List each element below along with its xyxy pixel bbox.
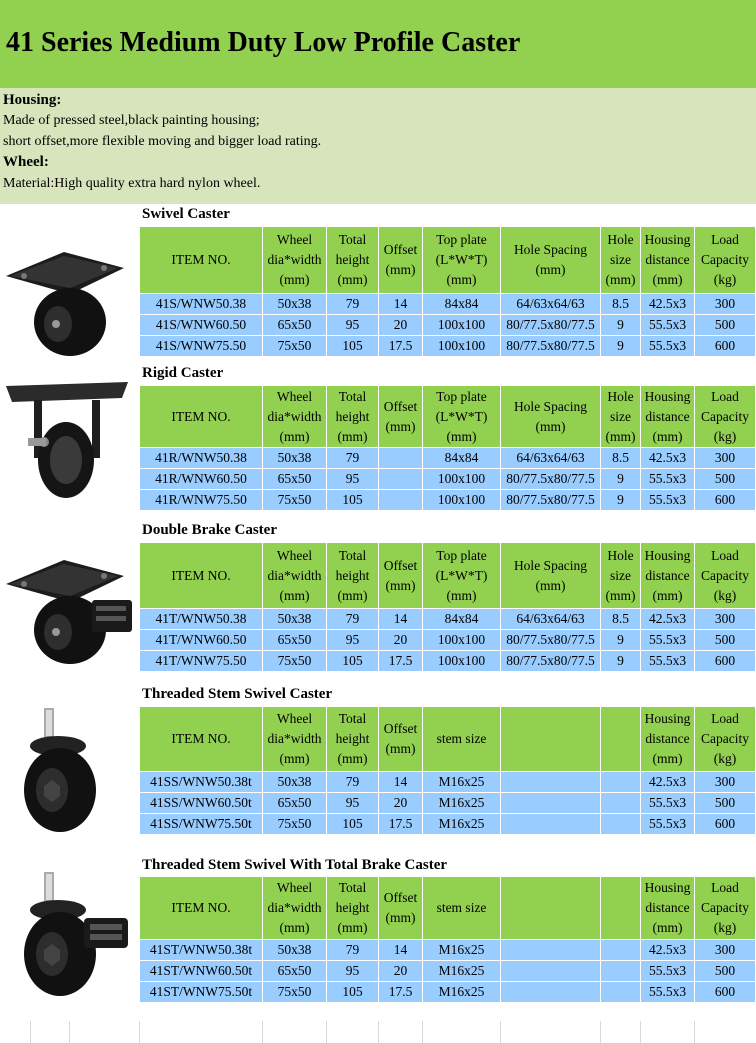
- table-row: [140, 940, 756, 961]
- table-cell: 105: [327, 490, 379, 511]
- table-cell: 75x50: [263, 336, 327, 357]
- table-header-cell: Hole size (mm): [601, 543, 641, 609]
- table-header-row: [140, 227, 756, 294]
- table-cell: 80/77.5x80/77.5: [501, 336, 601, 357]
- table-header-cell: Hole size (mm): [601, 227, 641, 294]
- table-header-cell: Top plate (L*W*T) (mm): [423, 543, 501, 609]
- grid-line: [500, 1021, 501, 1043]
- table-cell: 500: [695, 315, 756, 336]
- table-cell: 95: [327, 315, 379, 336]
- spec-table: [139, 706, 756, 835]
- table-header-row: [140, 877, 756, 940]
- table-cell: 600: [695, 651, 756, 672]
- table-row: [140, 490, 756, 511]
- table-cell: 80/77.5x80/77.5: [501, 315, 601, 336]
- table-cell: 80/77.5x80/77.5: [501, 651, 601, 672]
- table-cell: 41R/WNW50.38: [140, 448, 263, 469]
- table-header-cell: Total height (mm): [327, 227, 379, 294]
- table-header-cell: Load Capacity (kg): [695, 386, 756, 448]
- table-cell: 300: [695, 940, 756, 961]
- table-cell: 41R/WNW75.50: [140, 490, 263, 511]
- table-header-cell: Housing distance (mm): [641, 877, 695, 940]
- table-cell: 20: [379, 961, 423, 982]
- section-title: Threaded Stem Swivel With Total Brake Caster: [142, 857, 448, 873]
- table-cell: 42.5x3: [641, 609, 695, 630]
- table-cell: 41S/WNW60.50: [140, 315, 263, 336]
- table-cell: 9: [601, 490, 641, 511]
- table-cell: 50x38: [263, 940, 327, 961]
- table-header-cell: ITEM NO.: [140, 707, 263, 772]
- table-cell: 55.5x3: [641, 630, 695, 651]
- table-cell: 17.5: [379, 651, 423, 672]
- table-cell: 9: [601, 315, 641, 336]
- table-header-cell: Housing distance (mm): [641, 227, 695, 294]
- table-cell: 8.5: [601, 294, 641, 315]
- page-title: 41 Series Medium Duty Low Profile Caster: [6, 27, 521, 58]
- description-panel: [0, 88, 756, 204]
- threaded-stem-brake-caster-photo: [0, 862, 138, 1004]
- table-cell: 80/77.5x80/77.5: [501, 630, 601, 651]
- table-header-row: [140, 707, 756, 772]
- table-cell: 20: [379, 630, 423, 651]
- table-header-cell: Offset (mm): [379, 707, 423, 772]
- table-cell: 65x50: [263, 630, 327, 651]
- table-cell: 79: [327, 772, 379, 793]
- table-header-row: [140, 543, 756, 609]
- table-header-cell: ITEM NO.: [140, 227, 263, 294]
- double-brake-caster-photo: [0, 530, 138, 666]
- table-cell: [501, 961, 601, 982]
- table-header-cell: Total height (mm): [327, 877, 379, 940]
- table-cell: 95: [327, 961, 379, 982]
- table-header-cell: Housing distance (mm): [641, 543, 695, 609]
- table-header-cell: Load Capacity (kg): [695, 707, 756, 772]
- table-cell: [601, 814, 641, 835]
- table-cell: 14: [379, 609, 423, 630]
- grid-line: [262, 1021, 263, 1043]
- table-cell: 100x100: [423, 315, 501, 336]
- table-header-row: [140, 386, 756, 448]
- spec-table: [139, 542, 756, 672]
- table-cell: 105: [327, 651, 379, 672]
- table-cell: 55.5x3: [641, 793, 695, 814]
- table-cell: 55.5x3: [641, 490, 695, 511]
- table-cell: M16x25: [423, 982, 501, 1003]
- table-cell: 79: [327, 940, 379, 961]
- table-cell: 55.5x3: [641, 982, 695, 1003]
- table-header-cell: Wheel dia*width (mm): [263, 386, 327, 448]
- table-cell: M16x25: [423, 961, 501, 982]
- table-cell: [379, 448, 423, 469]
- table-cell: [501, 940, 601, 961]
- table-header-cell: Wheel dia*width (mm): [263, 877, 327, 940]
- table-cell: 75x50: [263, 982, 327, 1003]
- table-cell: 17.5: [379, 814, 423, 835]
- table-row: [140, 772, 756, 793]
- section-title: Threaded Stem Swivel Caster: [142, 686, 333, 702]
- table-header-cell: ITEM NO.: [140, 543, 263, 609]
- housing-label: Housing:: [3, 92, 62, 108]
- table-cell: 64/63x64/63: [501, 609, 601, 630]
- table-cell: 41T/WNW50.38: [140, 609, 263, 630]
- table-cell: 65x50: [263, 961, 327, 982]
- table-cell: 300: [695, 294, 756, 315]
- spec-table: [139, 876, 756, 1003]
- table-header-cell: Total height (mm): [327, 707, 379, 772]
- table-header-cell: Hole size (mm): [601, 386, 641, 448]
- table-header-cell: Housing distance (mm): [641, 707, 695, 772]
- table-cell: 50x38: [263, 772, 327, 793]
- table-cell: 75x50: [263, 651, 327, 672]
- table-cell: 41R/WNW60.50: [140, 469, 263, 490]
- table-header-cell: ITEM NO.: [140, 877, 263, 940]
- grid-line: [422, 1021, 423, 1043]
- table-cell: M16x25: [423, 814, 501, 835]
- table-cell: 42.5x3: [641, 772, 695, 793]
- table-cell: 75x50: [263, 490, 327, 511]
- table-cell: 84x84: [423, 609, 501, 630]
- table-row: [140, 814, 756, 835]
- table-cell: 20: [379, 315, 423, 336]
- table-header-cell: Total height (mm): [327, 543, 379, 609]
- table-header-cell: Housing distance (mm): [641, 386, 695, 448]
- table-cell: 500: [695, 961, 756, 982]
- table-cell: 75x50: [263, 814, 327, 835]
- table-row: [140, 315, 756, 336]
- table-cell: 79: [327, 609, 379, 630]
- table-cell: 41T/WNW75.50: [140, 651, 263, 672]
- table-header-cell: Offset (mm): [379, 877, 423, 940]
- table-cell: 55.5x3: [641, 315, 695, 336]
- table-cell: 80/77.5x80/77.5: [501, 469, 601, 490]
- table-cell: [379, 469, 423, 490]
- table-cell: 300: [695, 448, 756, 469]
- table-row: [140, 651, 756, 672]
- table-cell: 600: [695, 814, 756, 835]
- table-cell: [601, 961, 641, 982]
- table-cell: [601, 793, 641, 814]
- wheel-line-1: Material:High quality extra hard nylon wheel.: [3, 176, 261, 191]
- table-cell: 105: [327, 336, 379, 357]
- table-cell: 64/63x64/63: [501, 448, 601, 469]
- table-cell: 42.5x3: [641, 448, 695, 469]
- table-cell: 41ST/WNW75.50t: [140, 982, 263, 1003]
- table-cell: M16x25: [423, 772, 501, 793]
- section-title: Rigid Caster: [142, 365, 224, 381]
- table-cell: 8.5: [601, 448, 641, 469]
- table-header-cell: [601, 707, 641, 772]
- table-header-cell: Load Capacity (kg): [695, 543, 756, 609]
- table-header-cell: Load Capacity (kg): [695, 877, 756, 940]
- table-cell: 41ST/WNW50.38t: [140, 940, 263, 961]
- table-cell: 41T/WNW60.50: [140, 630, 263, 651]
- table-cell: 41S/WNW75.50: [140, 336, 263, 357]
- table-cell: 14: [379, 940, 423, 961]
- table-cell: 41SS/WNW75.50t: [140, 814, 263, 835]
- table-cell: M16x25: [423, 793, 501, 814]
- table-cell: 100x100: [423, 630, 501, 651]
- table-row: [140, 609, 756, 630]
- table-row: [140, 448, 756, 469]
- title-bar: [0, 0, 756, 88]
- table-cell: 65x50: [263, 469, 327, 490]
- table-cell: 600: [695, 490, 756, 511]
- table-header-cell: Wheel dia*width (mm): [263, 543, 327, 609]
- table-cell: 17.5: [379, 336, 423, 357]
- table-cell: 41ST/WNW60.50t: [140, 961, 263, 982]
- table-row: [140, 294, 756, 315]
- table-cell: 50x38: [263, 294, 327, 315]
- table-row: [140, 469, 756, 490]
- table-header-cell: [601, 877, 641, 940]
- table-cell: [601, 772, 641, 793]
- table-cell: 79: [327, 448, 379, 469]
- section-title: Double Brake Caster: [142, 522, 277, 538]
- grid-line: [139, 1021, 140, 1043]
- table-cell: 600: [695, 982, 756, 1003]
- table-cell: 9: [601, 469, 641, 490]
- table-cell: 55.5x3: [641, 814, 695, 835]
- table-cell: 55.5x3: [641, 961, 695, 982]
- table-cell: 79: [327, 294, 379, 315]
- grid-line: [694, 1021, 695, 1043]
- housing-line-2: short offset,more flexible moving and bigger load rating.: [3, 134, 322, 149]
- table-cell: 55.5x3: [641, 651, 695, 672]
- table-cell: 100x100: [423, 651, 501, 672]
- table-header-cell: Wheel dia*width (mm): [263, 227, 327, 294]
- table-cell: 42.5x3: [641, 940, 695, 961]
- table-cell: 600: [695, 336, 756, 357]
- table-cell: 500: [695, 793, 756, 814]
- table-header-cell: ITEM NO.: [140, 386, 263, 448]
- table-cell: 41S/WNW50.38: [140, 294, 263, 315]
- table-cell: 65x50: [263, 793, 327, 814]
- table-cell: 55.5x3: [641, 336, 695, 357]
- table-cell: 100x100: [423, 336, 501, 357]
- table-cell: [501, 772, 601, 793]
- table-cell: 17.5: [379, 982, 423, 1003]
- table-cell: 9: [601, 336, 641, 357]
- table-cell: 300: [695, 609, 756, 630]
- table-header-cell: Total height (mm): [327, 386, 379, 448]
- table-cell: [501, 793, 601, 814]
- table-cell: 50x38: [263, 448, 327, 469]
- table-header-cell: Hole Spacing (mm): [501, 543, 601, 609]
- table-cell: 64/63x64/63: [501, 294, 601, 315]
- grid-line: [600, 1021, 601, 1043]
- table-cell: 41SS/WNW60.50t: [140, 793, 263, 814]
- table-row: [140, 961, 756, 982]
- grid-line: [378, 1021, 379, 1043]
- table-cell: 14: [379, 772, 423, 793]
- table-cell: 500: [695, 469, 756, 490]
- grid-line: [69, 1021, 70, 1043]
- table-header-cell: Offset (mm): [379, 543, 423, 609]
- table-cell: 84x84: [423, 294, 501, 315]
- table-cell: 95: [327, 630, 379, 651]
- grid-line: [640, 1021, 641, 1043]
- table-header-cell: Hole Spacing (mm): [501, 227, 601, 294]
- table-cell: 14: [379, 294, 423, 315]
- section-title: Swivel Caster: [142, 206, 230, 222]
- table-cell: 55.5x3: [641, 469, 695, 490]
- table-cell: 105: [327, 982, 379, 1003]
- grid-line: [30, 1021, 31, 1043]
- table-cell: 20: [379, 793, 423, 814]
- table-cell: 80/77.5x80/77.5: [501, 490, 601, 511]
- table-cell: 84x84: [423, 448, 501, 469]
- table-header-cell: Hole Spacing (mm): [501, 386, 601, 448]
- table-header-cell: Top plate (L*W*T) (mm): [423, 386, 501, 448]
- table-header-cell: stem size: [423, 877, 501, 940]
- table-cell: 300: [695, 772, 756, 793]
- swivel-caster-photo: [0, 222, 138, 354]
- table-row: [140, 982, 756, 1003]
- table-cell: 9: [601, 630, 641, 651]
- table-row: [140, 630, 756, 651]
- table-header-cell: [501, 877, 601, 940]
- table-cell: [501, 982, 601, 1003]
- table-cell: 95: [327, 469, 379, 490]
- spec-table: [139, 385, 756, 511]
- table-cell: 500: [695, 630, 756, 651]
- table-cell: 8.5: [601, 609, 641, 630]
- table-cell: 105: [327, 814, 379, 835]
- table-cell: [601, 940, 641, 961]
- table-cell: [601, 982, 641, 1003]
- table-header-cell: Offset (mm): [379, 386, 423, 448]
- table-header-cell: stem size: [423, 707, 501, 772]
- table-header-cell: [501, 707, 601, 772]
- table-header-cell: Wheel dia*width (mm): [263, 707, 327, 772]
- table-cell: 95: [327, 793, 379, 814]
- table-row: [140, 793, 756, 814]
- table-cell: 50x38: [263, 609, 327, 630]
- table-cell: 41SS/WNW50.38t: [140, 772, 263, 793]
- table-cell: 9: [601, 651, 641, 672]
- table-row: [140, 336, 756, 357]
- wheel-label: Wheel:: [3, 154, 49, 170]
- grid-line: [326, 1021, 327, 1043]
- table-cell: 100x100: [423, 490, 501, 511]
- table-header-cell: Offset (mm): [379, 227, 423, 294]
- table-cell: 42.5x3: [641, 294, 695, 315]
- table-cell: [501, 814, 601, 835]
- rigid-caster-photo: [0, 372, 138, 508]
- table-cell: 65x50: [263, 315, 327, 336]
- table-cell: [379, 490, 423, 511]
- threaded-stem-caster-photo: [0, 698, 138, 840]
- table-cell: M16x25: [423, 940, 501, 961]
- spec-table: [139, 226, 756, 357]
- table-cell: 100x100: [423, 469, 501, 490]
- table-header-cell: Top plate (L*W*T) (mm): [423, 227, 501, 294]
- table-header-cell: Load Capacity (kg): [695, 227, 756, 294]
- housing-line-1: Made of pressed steel,black painting housing;: [3, 113, 260, 128]
